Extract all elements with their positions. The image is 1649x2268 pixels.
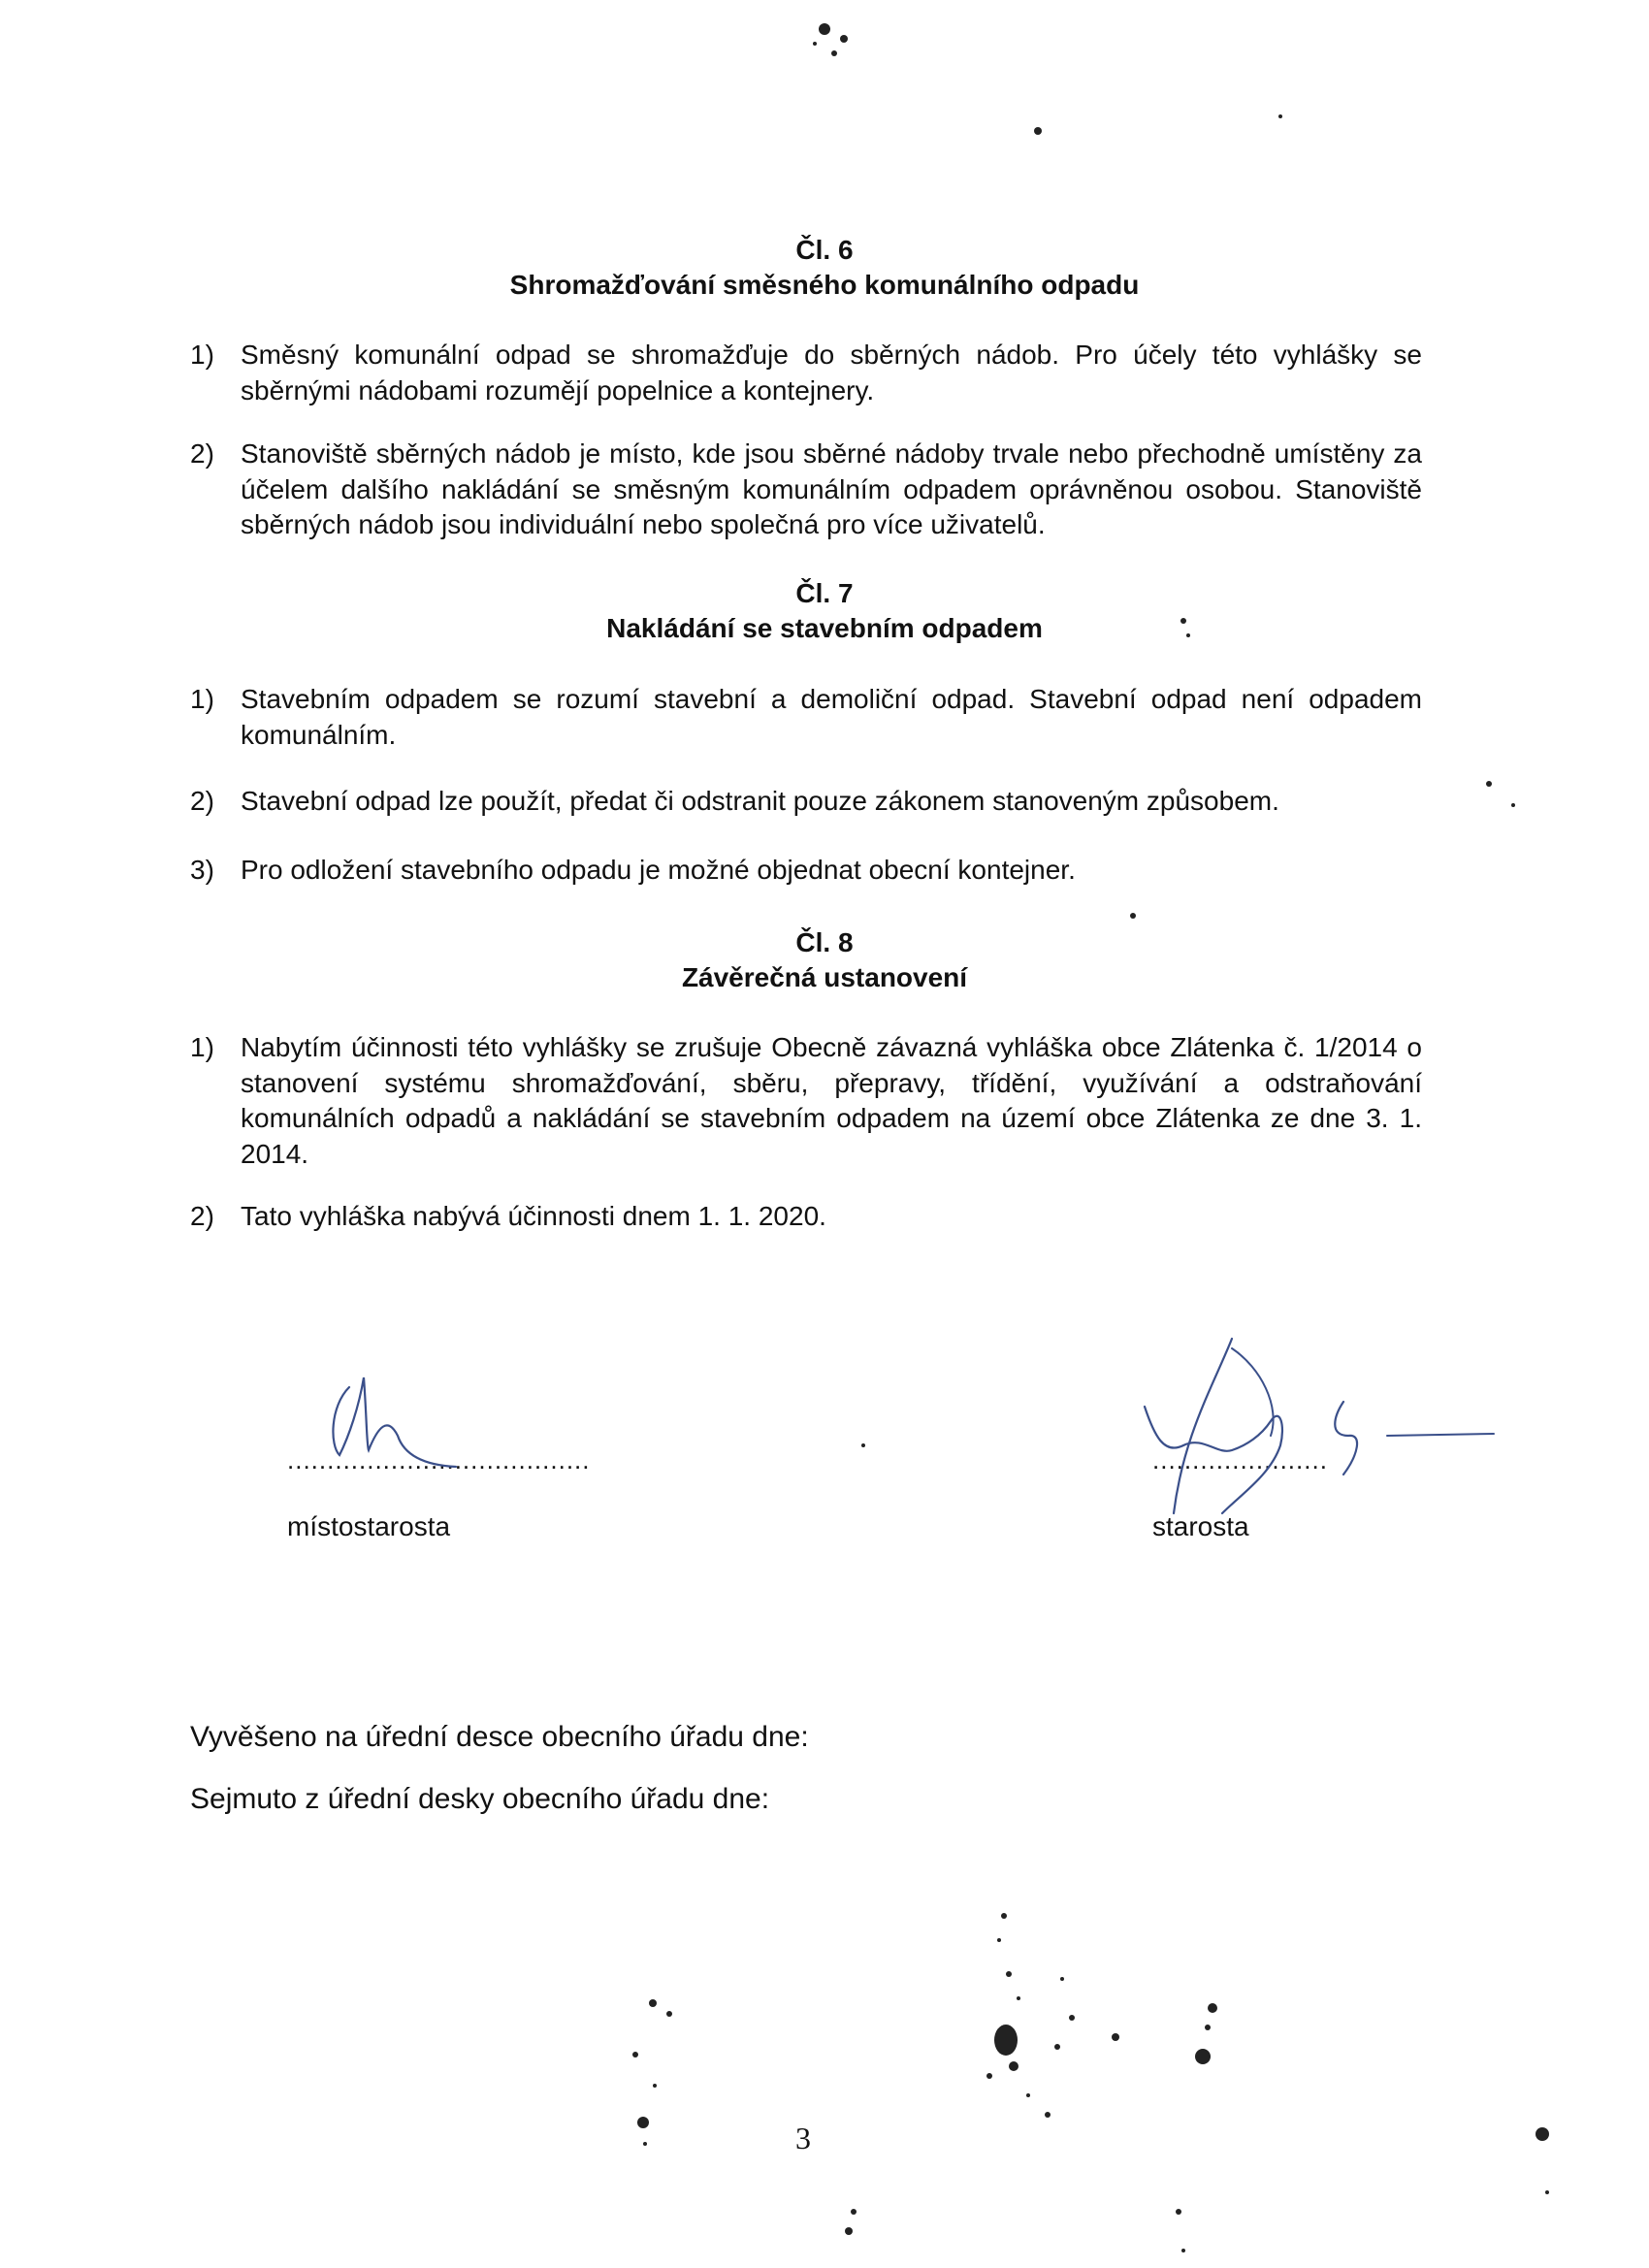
signature-label-deputy-mayor: místostarosta [287, 1511, 451, 1541]
item-text: Tato vyhláška nabývá účinnosti dnem 1. 1. 2020. [241, 1201, 826, 1231]
section-7-heading: Čl. 7 [795, 578, 854, 608]
section-8-subheading: Závěrečná ustanovení [681, 962, 968, 992]
signature-line-right: ...................... [1152, 1445, 1328, 1474]
removed-date-label: Sejmuto z úřední desky obecního úřadu dne: [190, 1783, 770, 1815]
section-7-subheading: Nakládání se stavebním odpadem [606, 613, 1043, 643]
signature-mayor [1125, 1329, 1513, 1523]
item-text: Nabytím účinnosti této vyhlášky se zrušuje Obecně závazná vyhláška obce Zlátenka č. 1/2014 o stanovení systému shromažďování, sběru, přepravy, třídění, využívání a odstraňování komunálních odpadů a nakládání se stavebním odpadem na území obce Zlátenka ze dne 3. 1. 2014. [241, 1032, 1422, 1169]
item-number: 1) [190, 684, 214, 714]
section-8-heading: Čl. 8 [795, 927, 854, 957]
item-number: 1) [190, 340, 214, 370]
item-number: 2) [190, 1201, 214, 1231]
item-number: 1) [190, 1032, 214, 1062]
item-text: Stavebním odpadem se rozumí stavební a demoliční odpad. Stavební odpad není odpadem komunálním. [241, 684, 1422, 750]
signature-label-mayor: starosta [1152, 1511, 1249, 1541]
item-number: 2) [190, 786, 214, 816]
section-6-subheading: Shromažďování směsného komunálního odpadu [509, 270, 1140, 300]
item-number: 2) [190, 438, 214, 469]
item-text: Stavební odpad lze použít, předat či odstranit pouze zákonem stanoveným způsobem. [241, 786, 1279, 816]
signature-deputy-mayor [310, 1358, 466, 1474]
item-number: 3) [190, 855, 214, 885]
signature-line-left: ...................................... [287, 1445, 591, 1474]
item-text: Pro odložení stavebního odpadu je možné objednat obecní kontejner. [241, 855, 1076, 885]
item-text: Stanoviště sběrných nádob je místo, kde jsou sběrné nádoby trvale nebo přechodně umístěny za účelem dalšího nakládání se směsným komunálním odpadem oprávněnou osobou. Stanoviště sběrných nádob jsou individuální nebo společná pro více uživatelů. [241, 438, 1422, 539]
posted-date-label: Vyvěšeno na úřední desce obecního úřadu dne: [190, 1721, 809, 1753]
item-text: Směsný komunální odpad se shromažďuje do sběrných nádob. Pro účely této vyhlášky se sběrnými nádobami rozumějí popelnice a kontejnery. [241, 340, 1422, 405]
section-6-heading: Čl. 6 [795, 235, 854, 265]
page-number: 3 [795, 2121, 811, 2155]
